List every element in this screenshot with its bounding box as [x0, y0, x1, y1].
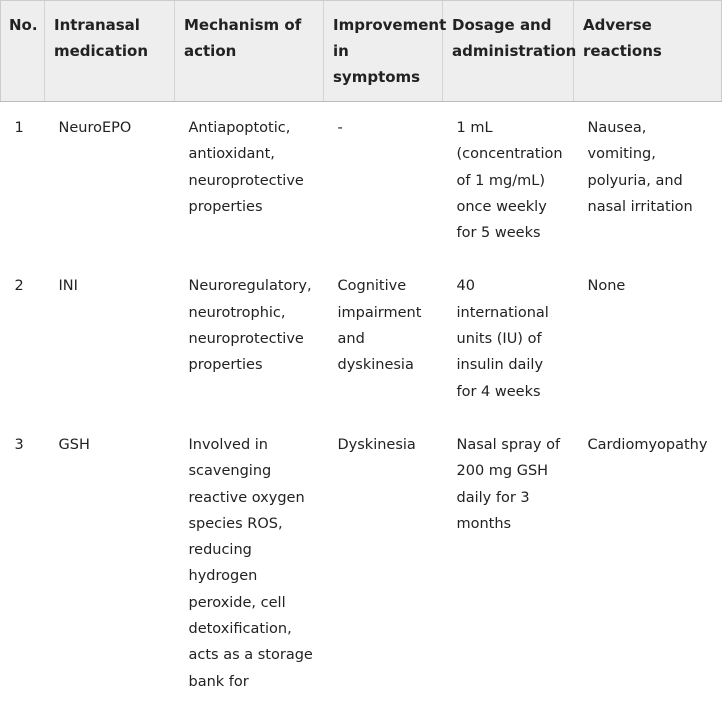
header-mechanism-of-action: Mechanism of action — [175, 1, 324, 102]
cell-medication: GSH — [58, 436, 90, 453]
table-row — [1, 102, 722, 261]
cell-medication: INI — [58, 278, 78, 295]
cell-no: 1 — [14, 120, 24, 136]
header-dosage-and-administration: Dosage and administration — [443, 1, 574, 102]
cell-no: 3 — [14, 436, 24, 453]
table-header — [1, 1, 722, 102]
cell-adverse: Cardiomyopathy — [587, 436, 708, 453]
header-intranasal-medication: Intranasal medication — [45, 1, 175, 102]
cell-dosage: 1 mL (concentration of 1 mg/mL) once weekly for 5 weeks — [456, 120, 563, 242]
cell-adverse: None — [587, 278, 626, 295]
header-row — [1, 1, 722, 102]
table-row — [1, 419, 722, 709]
table-body — [1, 102, 722, 709]
header-improvement-in-symptoms: Improvement in symptoms — [324, 1, 443, 102]
cell-mechanism: Neuroregulatory, neurotrophic, neuroprotective properties — [188, 278, 312, 374]
table-row — [1, 260, 722, 418]
cell-improvement: Dyskinesia — [337, 436, 416, 453]
cell-dosage: 40 international units (IU) of insulin daily for 4 weeks — [456, 278, 549, 400]
cell-improvement: Cognitive impairment and dyskinesia — [337, 278, 422, 374]
cell-mechanism: Antiapoptotic, antioxidant, neuroprotective properties — [188, 120, 304, 215]
cell-improvement: - — [337, 120, 343, 136]
cell-no: 2 — [14, 278, 24, 295]
cell-mechanism: Involved in scavenging reactive oxygen species ROS, reducing hydrogen peroxide, cell detoxification, acts as a storage bank for — [188, 436, 313, 690]
cell-adverse: Nausea, vomiting, polyuria, and nasal irritation — [587, 120, 693, 215]
cell-medication: NeuroEPO — [58, 120, 132, 136]
header-no: No. — [1, 1, 45, 102]
cell-dosage: Nasal spray of 200 mg GSH daily for 3 months — [456, 436, 561, 532]
header-adverse-reactions: Adverse reactions — [574, 1, 722, 102]
